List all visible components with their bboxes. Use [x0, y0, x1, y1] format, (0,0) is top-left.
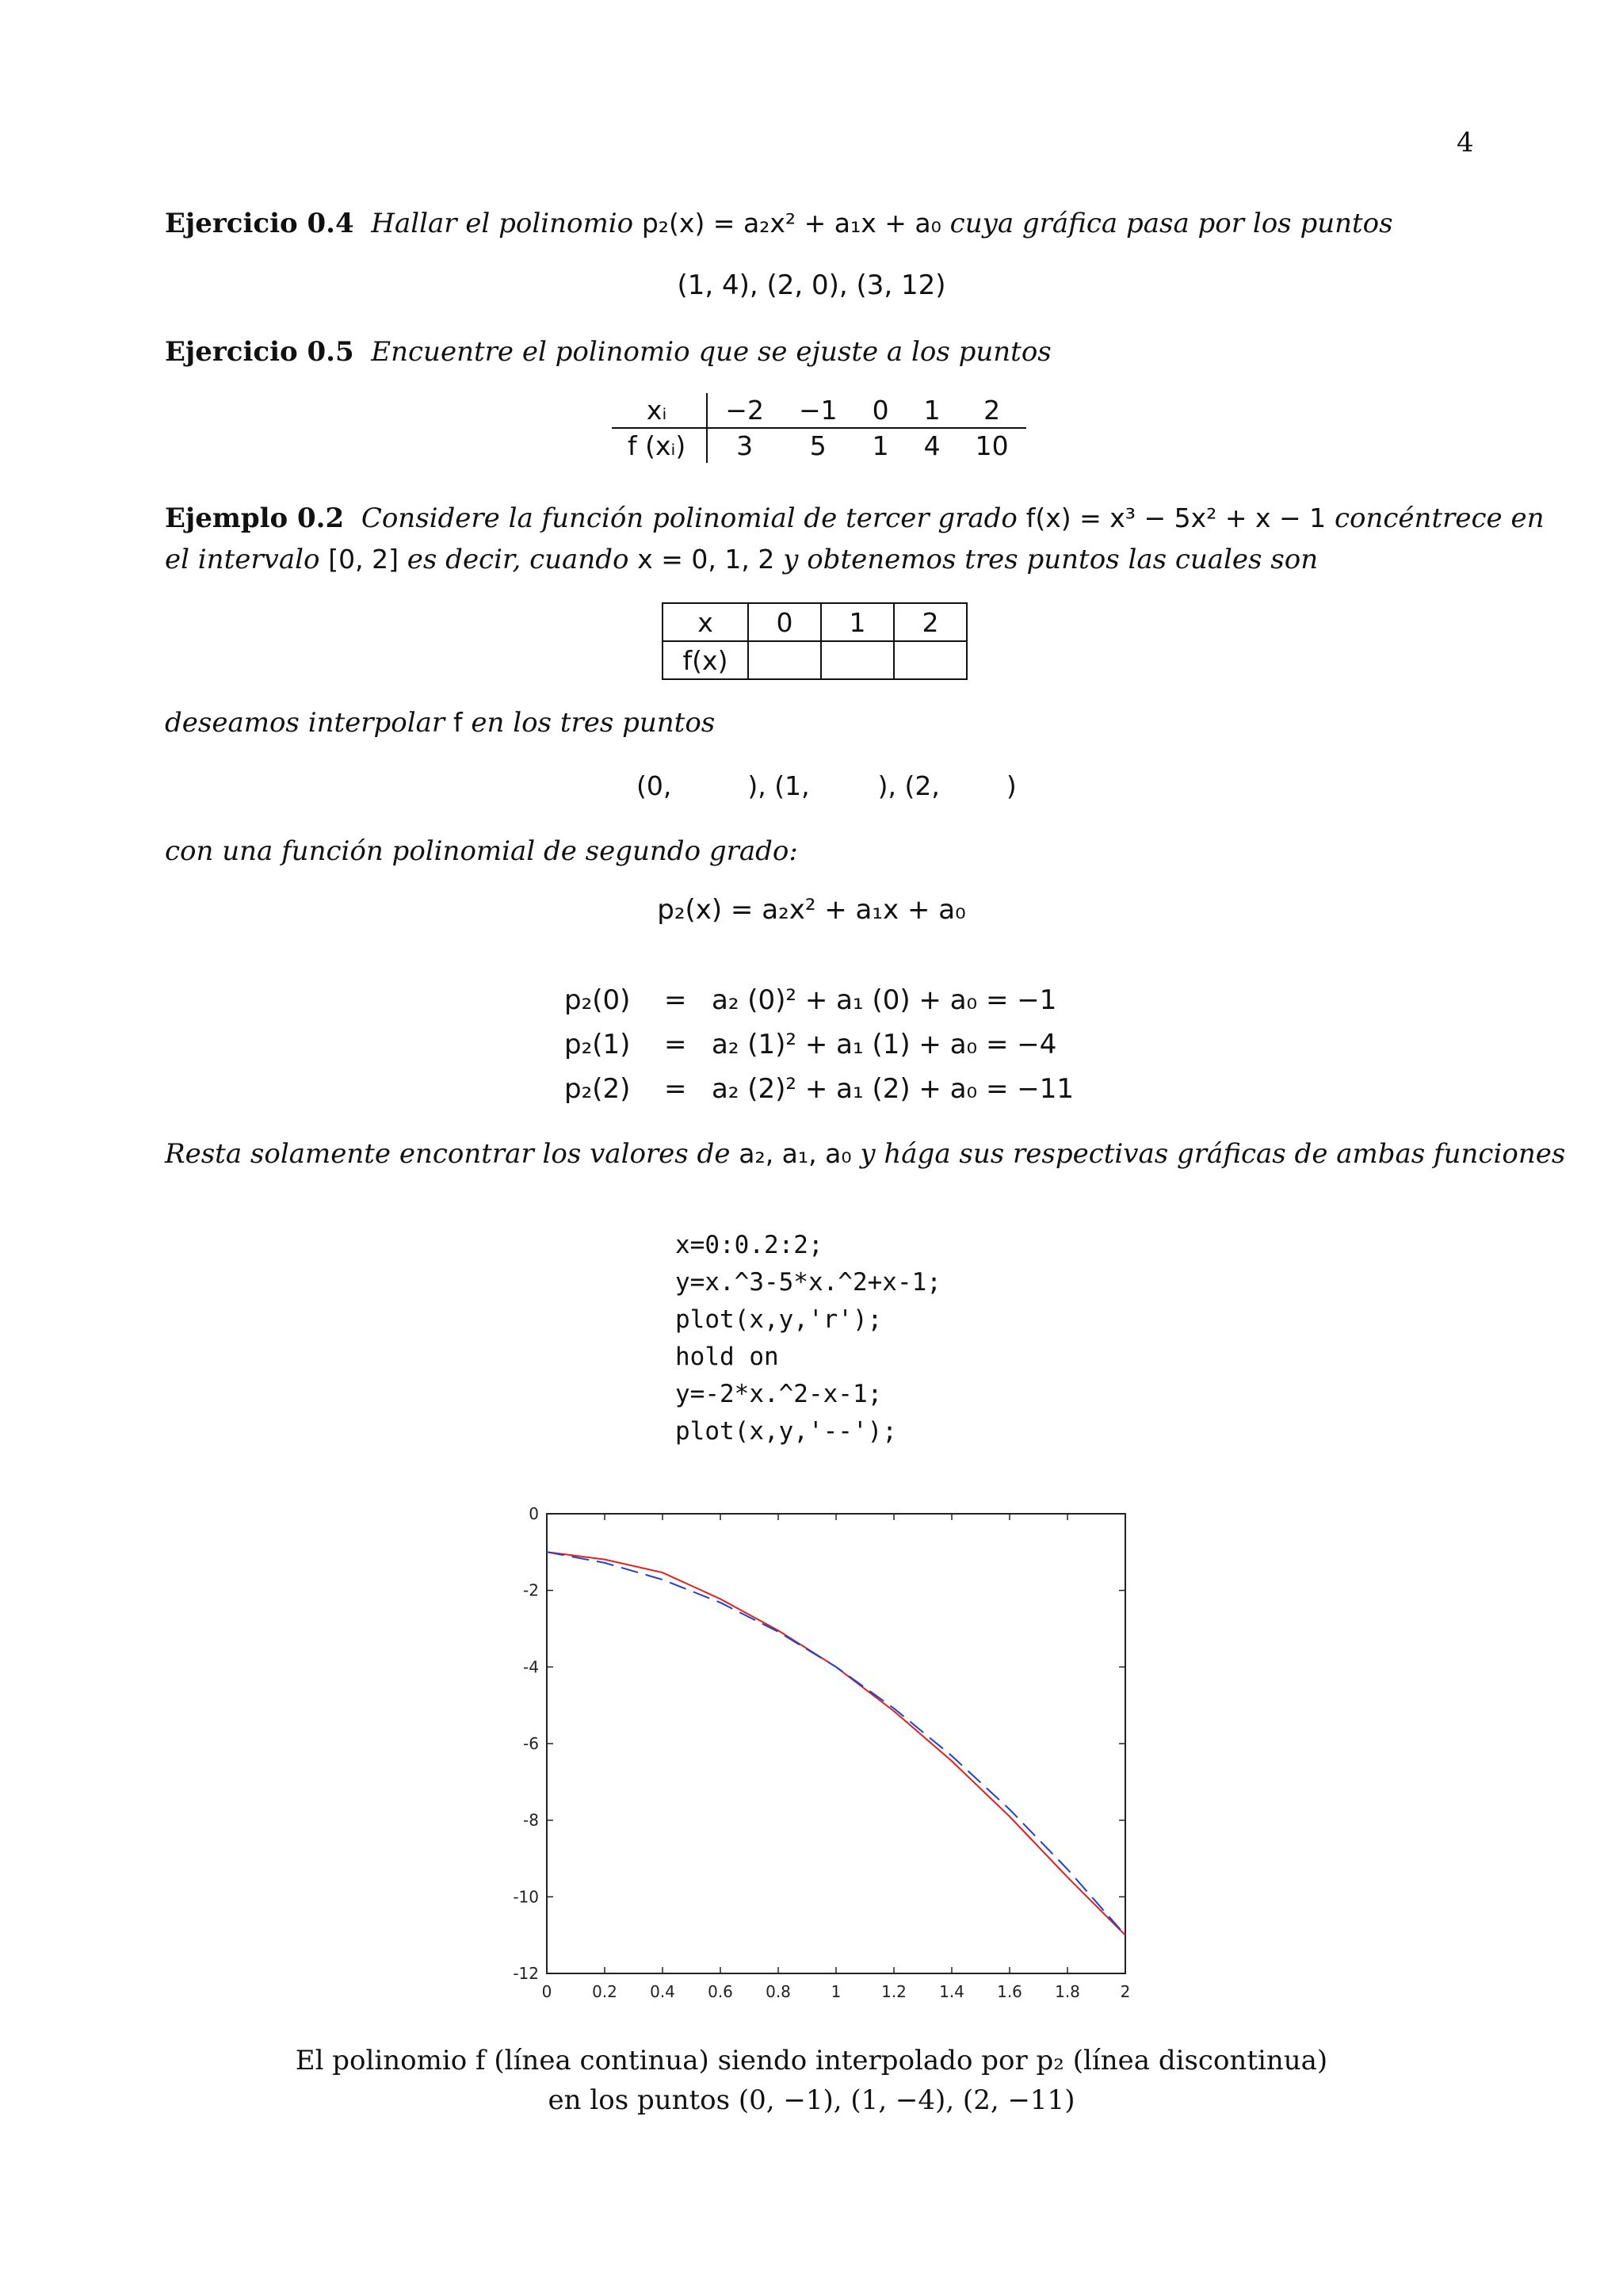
p2-formula: p₂(x) = a₂x² + a₁x + a₀	[657, 894, 966, 926]
y-tick-label: -12	[513, 1964, 539, 1983]
exercise-text: Encuentre el polinomio que se ejuste a los puntos	[371, 336, 1052, 368]
x-tick-label: 0	[541, 1982, 552, 2001]
table-cell: −1	[781, 393, 855, 428]
x-tick-label: 0.8	[766, 1982, 791, 2001]
equation-rhs: a₂ (0)² + a₁ (0) + a₀ = −1	[712, 984, 1057, 1016]
example-text: y obtenemos tres puntos las cuales son	[783, 544, 1319, 575]
x-tick-label: 1.6	[997, 1982, 1022, 2001]
code-line: plot(x,y,'r');	[675, 1305, 883, 1334]
table-cell: 5	[809, 430, 827, 461]
table-cell: 3	[736, 430, 754, 461]
x-tick-label: 2	[1120, 1982, 1131, 2001]
blank-points	[636, 770, 1017, 801]
point-part: (0,	[636, 770, 672, 801]
figure-caption-line-2: en los puntos (0, −1), (1, −4), (2, −11)	[548, 2084, 1075, 2116]
table-header: xᵢ	[612, 393, 707, 428]
x-tick-label: 1.2	[881, 1982, 907, 2001]
table-cell: 2	[958, 393, 1026, 428]
table-header: f (xᵢ)	[612, 428, 707, 463]
point-part: ), (2,	[877, 770, 940, 801]
equation-sign: =	[664, 1029, 687, 1060]
exercise-0-5	[165, 336, 1052, 368]
exercise-points: (1, 4), (2, 0), (3, 12)	[677, 269, 946, 301]
table-header: x	[663, 603, 748, 641]
x-tick-label: 1.8	[1055, 1982, 1080, 2001]
x-values: x = 0, 1, 2	[637, 544, 775, 575]
equation-rhs: a₂ (1)² + a₁ (1) + a₀ = −4	[712, 1029, 1057, 1060]
coefficients: a₂, a₁, a₀	[739, 1138, 852, 1169]
exercise-label: Ejercicio 0.4	[165, 208, 354, 239]
equation-rhs: a₂ (2)² + a₁ (2) + a₀ = −11	[712, 1073, 1075, 1105]
table-cell: 10	[975, 430, 1009, 461]
example-label: Ejemplo 0.2	[165, 502, 345, 534]
example-formula: f(x) = x³ − 5x² + x − 1	[1025, 502, 1327, 533]
x-tick-label: 0.6	[708, 1982, 733, 2001]
table-cell: 4	[923, 430, 941, 461]
page-number: 4	[1457, 127, 1474, 159]
exercise-0-4	[165, 208, 1393, 239]
table-header: 2	[894, 603, 967, 641]
y-tick-label: 0	[529, 1504, 539, 1523]
example-text: Considere la función polinomial de tercer grado	[361, 502, 1018, 534]
code-line: hold on	[675, 1343, 779, 1371]
table-cell: 1	[907, 393, 958, 428]
table-header: f(x)	[663, 641, 748, 679]
example-text: concéntrece en	[1334, 502, 1545, 534]
interpolate-line	[165, 707, 715, 739]
x-tick-label: 0.2	[592, 1982, 617, 2001]
points-table	[612, 393, 1026, 463]
table-cell	[894, 641, 967, 679]
equation-sign: =	[664, 984, 687, 1016]
body-text: en los tres puntos	[471, 707, 716, 739]
table-cell: −2	[707, 393, 781, 428]
x-tick-label: 1.4	[939, 1982, 964, 2001]
table-cell	[748, 641, 821, 679]
matlab-code	[675, 1227, 941, 1450]
equation-sign: =	[664, 1073, 687, 1105]
second-degree-line: con una función polinomial de segundo grado:	[165, 835, 798, 867]
point-part: ), (1,	[747, 770, 810, 801]
example-text: es decir, cuando	[407, 544, 629, 575]
example-0-2	[165, 502, 1544, 534]
code-line: plot(x,y,'--');	[675, 1417, 897, 1446]
equation-lhs: p₂(0)	[564, 984, 631, 1016]
exercise-text: Hallar el polinomio	[371, 208, 634, 239]
figure-caption-line-1: El polinomio f (línea continua) siendo interpolado por p₂ (línea discontinua)	[295, 2045, 1328, 2076]
code-line: y=x.^3-5*x.^2+x-1;	[675, 1268, 941, 1297]
interpolation-chart	[475, 1490, 1157, 2005]
exercise-label: Ejercicio 0.5	[165, 336, 354, 368]
y-tick-label: -2	[523, 1580, 539, 1600]
plot-frame	[547, 1514, 1125, 1973]
table-cell: 1	[872, 430, 889, 461]
equation-lhs: p₂(2)	[564, 1073, 631, 1105]
body-text: y hága sus respectivas gráficas de ambas funciones	[860, 1138, 1566, 1170]
x-tick-label: 0.4	[650, 1982, 675, 2001]
code-line: y=-2*x.^2-x-1;	[675, 1380, 883, 1408]
y-tick-label: -4	[523, 1657, 539, 1677]
x-tick-label: 1	[831, 1982, 842, 2001]
exercise-text: cuya gráfica pasa por los puntos	[949, 208, 1393, 239]
point-part: )	[1006, 770, 1017, 801]
function-symbol: f	[453, 707, 463, 738]
rest-line	[165, 1138, 1565, 1170]
body-text: Resta solamente encontrar los valores de	[165, 1138, 731, 1170]
code-line: x=0:0.2:2;	[675, 1231, 823, 1259]
table-cell: 0	[855, 393, 907, 428]
equation-lhs: p₂(1)	[564, 1029, 631, 1060]
y-tick-label: -8	[523, 1810, 539, 1830]
table-header: 0	[748, 603, 821, 641]
y-tick-label: -6	[523, 1734, 539, 1753]
interval: [0, 2]	[328, 544, 399, 575]
example-text: el intervalo	[165, 544, 320, 575]
values-table	[662, 602, 968, 680]
table-header: 1	[821, 603, 894, 641]
exercise-formula: p₂(x) = a₂x² + a₁x + a₀	[641, 208, 941, 239]
body-text: deseamos interpolar	[165, 707, 445, 739]
y-tick-label: -10	[513, 1887, 539, 1907]
example-line-2	[165, 544, 1318, 575]
table-cell	[821, 641, 894, 679]
